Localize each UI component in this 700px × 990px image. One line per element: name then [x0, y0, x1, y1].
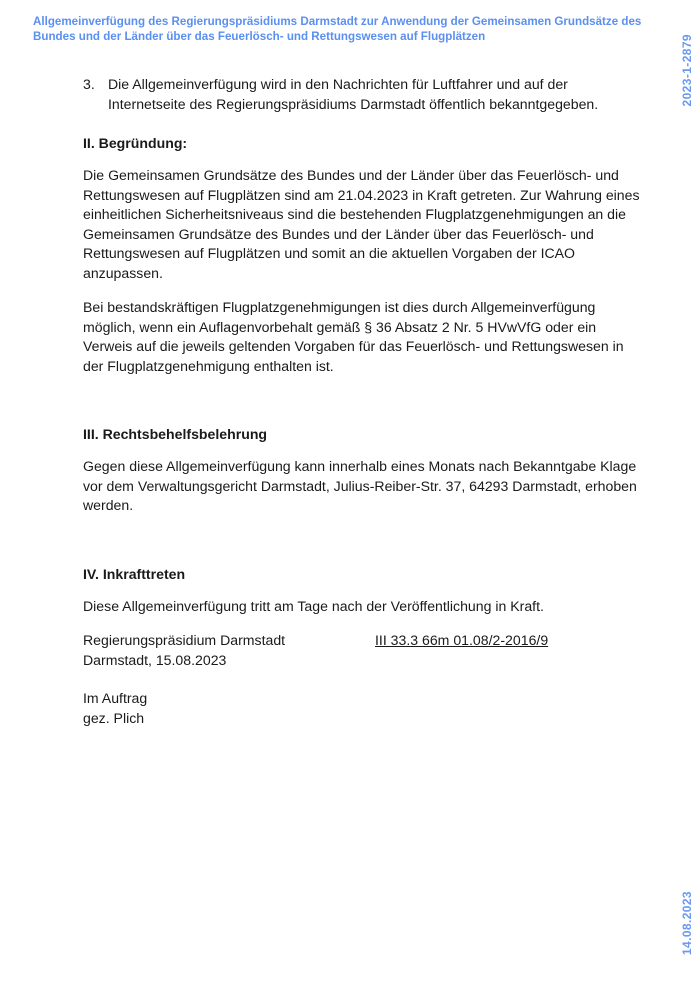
issuing-authority: Regierungspräsidium Darmstadt	[83, 632, 286, 648]
section-heading-rechtsbehelfsbelehrung: III. Rechtsbehelfsbelehrung	[83, 426, 268, 442]
list-item-number: 3.	[83, 76, 95, 92]
section-heading-begruendung: II. Begründung:	[83, 135, 188, 151]
inkrafttreten-paragraph: Diese Allgemeinverfügung tritt am Tage nach der Veröffentlichung in Kraft.	[83, 598, 544, 614]
signatory-line: gez. Plich	[83, 709, 145, 726]
on-behalf-line: Im Auftrag	[83, 690, 148, 706]
document-id-margin: 2023-1-2879	[680, 34, 694, 107]
file-reference: III 33.3 66m 01.08/2-2016/9	[375, 632, 549, 648]
section-heading-inkrafttreten: IV. Inkrafttreten	[83, 566, 186, 582]
list-item-text: Die Allgemeinverfügung wird in den Nachrichten für Luftfahrer und auf der Internetseite des Regierungspräsidiums Darmstadt öffentlich bekanntgegeben.	[108, 76, 599, 112]
closing-block	[83, 689, 147, 728]
place-and-date: Darmstadt, 15.08.2023	[83, 652, 227, 668]
begruendung-paragraph-2: Bei bestandskräftigen Flugplatzgenehmigungen ist dies durch Allgemeinverfügung möglich, wenn ein Auflagenvorbehalt gemäß § 36 Absatz 2 Nr. 5 HVwVfG oder ein Verweis auf die jeweils geltenden Vorgaben für das Feuerlösch- und Rettungswesen in der Flugplatzgenehmigung enthalten ist.	[83, 299, 624, 374]
rechtsbehelf-paragraph: Gegen diese Allgemeinverfügung kann innerhalb eines Monats nach Bekanntgabe Klage vor dem Verwaltungsgericht Darmstadt, Julius-Reiber-Str. 37, 64293 Darmstadt, erhoben werden.	[83, 458, 637, 514]
begruendung-paragraph-1: Die Gemeinsamen Grundsätze des Bundes und der Länder über das Feuerlösch- und Rettungswesen auf Flugplätzen sind am 21.04.2023 in Kraft getreten. Zur Wahrung eines einheitlichen Sicherheitsniveaus sind die bestehenden Flugplatzgenehmigungen an die Gemeinsamen Grundsätze des Bundes und der Länder über das Feuerlösch- und Rettungswesen auf Flugplätzen und somit an die aktuellen Vorgaben der ICAO anzupassen.	[83, 167, 640, 281]
running-header: Allgemeinverfügung des Regierungspräsidiums Darmstadt zur Anwendung der Gemeinsamen Grundsätze des Bundes und der Länder über das Feuerlösch- und Rettungswesen auf Flugplätzen	[33, 15, 642, 43]
list-item-3	[83, 75, 643, 114]
document-date-margin: 14.08.2023	[680, 891, 694, 956]
